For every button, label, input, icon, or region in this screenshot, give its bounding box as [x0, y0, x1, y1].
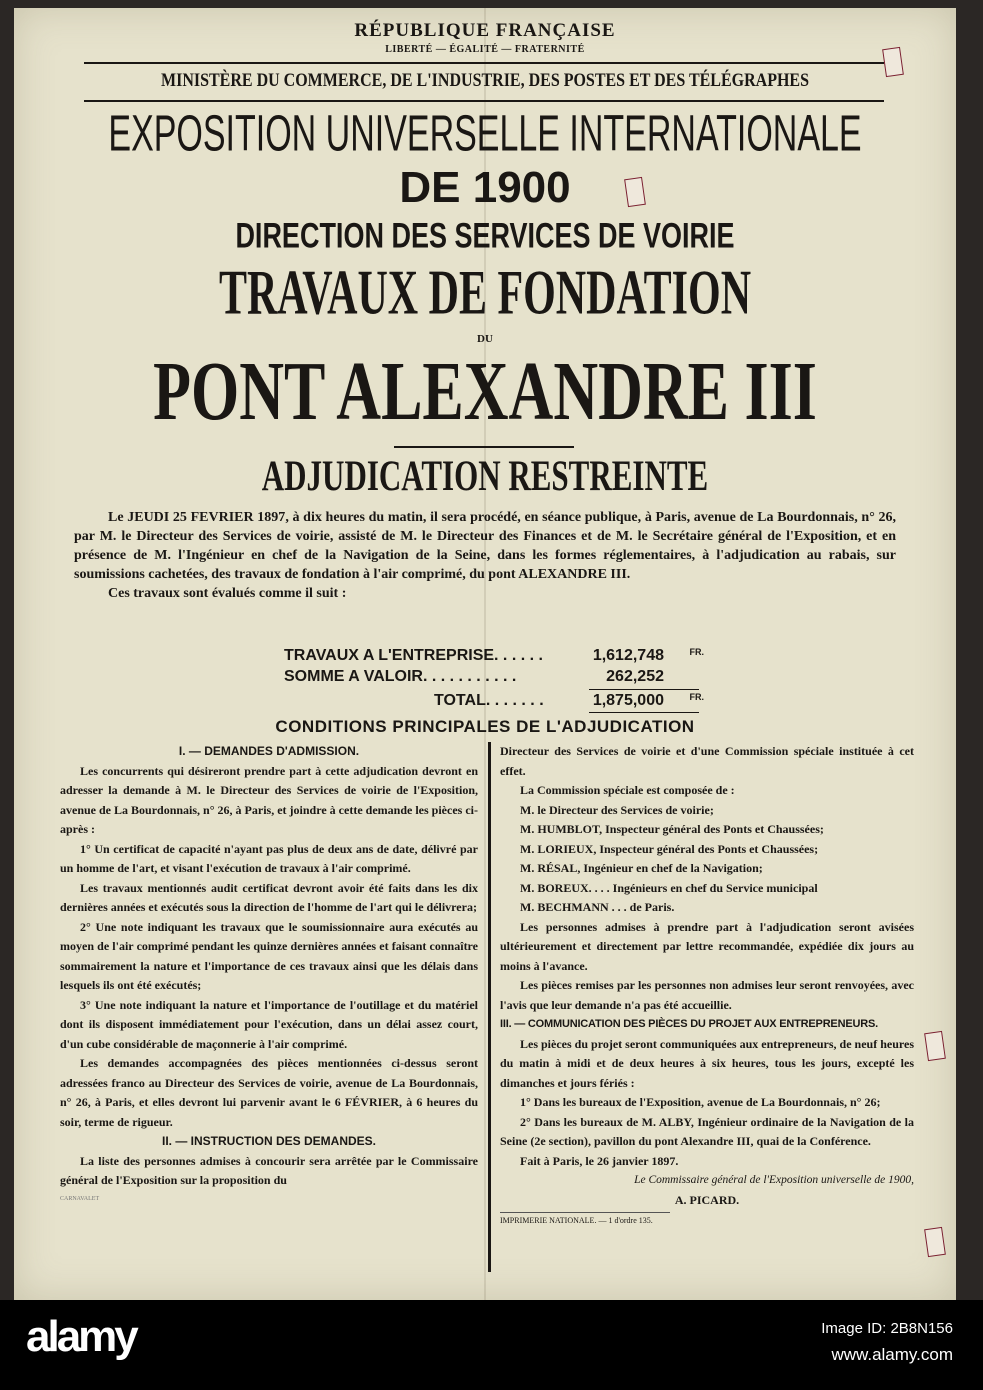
ministry-heading: MINISTÈRE DU COMMERCE, DE L'INDUSTRIE, DES POSTES ET DES TÉLÉGRAPHES: [160, 70, 809, 91]
paragraph: La liste des personnes admises à concourir sera arrêtée par le Commissaire général de l'Exposition sur la proposition du: [60, 1153, 478, 1187]
paragraph: 2° Dans les bureaux de M. ALBY, Ingénieur ordinaire de la Navigation de la Seine (2e section), pavillon du pont Alexandre III, quai de la Conférence.: [500, 1114, 914, 1148]
archive-stamp: [924, 1227, 946, 1257]
image-info: [821, 1316, 953, 1368]
bridge-title: PONT ALEXANDRE III: [153, 346, 817, 438]
total-line: [589, 712, 699, 713]
conditions-heading: CONDITIONS PRINCIPALES DE L'ADJUDICATION: [275, 717, 695, 736]
paragraph: 2° Une note indiquant les travaux que le soumissionnaire aura exécutés au moyen de l'air comprimé pendant les quinze dernières années et faisant connaître sommairement la nature et l'importance de ces travaux ainsi que les délais dans lesquels ils ont été exécutés;: [60, 919, 478, 992]
year-title: DE 1900: [399, 163, 571, 212]
alamy-logo: alamy: [26, 1312, 136, 1361]
evaluation-text: Ces travaux sont évalués comme il suit :: [108, 586, 347, 601]
cost-row: [284, 667, 704, 687]
cost-unit: FR.: [689, 692, 704, 702]
date-line: Fait à Paris, le 26 janvier 1897.: [520, 1153, 679, 1168]
cost-label: TRAVAUX A L'ENTREPRISE. . . . . .: [284, 647, 543, 664]
watermark-bar: [0, 1300, 983, 1390]
paragraph: Directeur des Services de voirie et d'une Commission spéciale instituée à cet effet.: [500, 744, 914, 778]
divider: [84, 100, 884, 102]
ornament-divider: [394, 446, 574, 448]
archive-stamp: [924, 1031, 946, 1061]
commission-member: M. BECHMANN . . . de Paris.: [520, 900, 675, 914]
signature-name: A. PICARD.: [674, 1192, 740, 1207]
cost-value: 1,875,000: [592, 692, 664, 709]
commission-member: M. RÉSAL, Ingénieur en chef de la Navigation;: [520, 861, 763, 875]
paragraph: 1° Dans les bureaux de l'Exposition, avenue de La Bourdonnais, n° 26;: [520, 1095, 881, 1109]
commission-member: M. HUMBLOT, Inspecteur général des Ponts et Chaussées;: [520, 822, 824, 836]
commission-member: M. BOREUX. . . . Ingénieurs en chef du Service municipal: [520, 880, 818, 895]
archive-mark: CARNAVALET: [60, 1195, 100, 1202]
paragraph: Les travaux mentionnés audit certificat devront avoir été faits dans les dix dernières années et exécutés sous la direction de l'homme de l'art qui le délivrera;: [60, 880, 478, 914]
paragraph: Les concurrents qui désireront prendre part à cette adjudication devront en adresser la demande à M. le Directeur des Services de voirie de l'Exposition, avenue de La Bourdonnais, n° 26, à Paris, et joindre à cette demande les pièces ci-après :: [60, 763, 478, 836]
column-divider: [488, 742, 491, 1272]
section-title: III. — COMMUNICATION DES PIÈCES DU PROJET AUX ENTREPRENEURS.: [500, 1018, 878, 1030]
commission-member: M. le Directeur des Services de voirie;: [520, 802, 714, 817]
cost-value: 262,252: [606, 668, 664, 685]
paragraph: La Commission spéciale est composée de :: [520, 783, 735, 797]
motto: LIBERTÉ — ÉGALITÉ — FRATERNITÉ: [385, 44, 585, 55]
adjudication-title: ADJUDICATION RESTREINTE: [261, 450, 709, 500]
paragraph: 3° Une note indiquant la nature et l'importance de l'outillage et du matériel dont ils disposent immédiatement pour l'exécution, dans un délai assez court, d'un cube considérable de maçonnerie à l'air comprimé.: [60, 997, 478, 1051]
intro-paragraph: [74, 508, 896, 603]
paragraph: Les pièces remises par les personnes non admises leur seront renvoyées, avec l'avis que leur demande n'a pas été accueillie.: [500, 978, 914, 1012]
cost-row-total: [284, 691, 704, 711]
direction-title: DIRECTION DES SERVICES DE VOIRIE: [235, 216, 735, 256]
cost-label: SOMME A VALOIR. . . . . . . . . . .: [284, 668, 517, 685]
republic-heading: RÉPUBLIQUE FRANÇAISE: [354, 20, 616, 41]
paragraph: Les demandes accompagnées des pièces mentionnées ci-dessus seront adressées franco au Directeur des Services de voirie, avenue de La Bourdonnais, n° 26, à Paris, et elles devront lui parvenir avant le 6 FÉVRIER, à 6 heures du soir, terme de rigueur.: [60, 1056, 478, 1129]
divider: [84, 62, 884, 64]
section-title: II. — INSTRUCTION DES DEMANDES.: [161, 1134, 376, 1148]
cost-row: [284, 646, 704, 666]
cost-value: 1,612,748: [592, 647, 664, 664]
cost-unit: FR.: [689, 647, 704, 657]
commission-member: M. LORIEUX, Inspecteur général des Ponts et Chaussées;: [520, 841, 819, 856]
right-column: [500, 742, 914, 1226]
image-id: Image ID: 2B8N156: [821, 1320, 953, 1337]
exposition-title: EXPOSITION UNIVERSELLE INTERNATIONALE: [108, 105, 862, 163]
paragraph: 1° Un certificat de capacité n'ayant pas plus de deux ans de date, délivré par un homme de l'art, et visant l'exécution de travaux à l'air comprimé.: [60, 841, 478, 875]
site-url: www.alamy.com: [831, 1345, 953, 1364]
auction-date: Le JEUDI 25 FEVRIER 1897: [108, 510, 286, 525]
printer-imprint: IMPRIMERIE NATIONALE. — 1 d'ordre 135.: [500, 1212, 670, 1226]
intro-text: , à dix heures du matin, il sera procédé, en séance publique, à Paris, avenue de La Bourdonnais, n° 26, par M. le Directeur des Services de voirie, assisté de M. le Directeur des Finances et de M. le Secrétaire général de l'Exposition, et en présence de M. l'Ingénieur en chef de la Navigation de la Seine, dans les formes réglementaires, à l'adjudication au rabais, sur soumissions cachetées, des travaux de fondation à l'air comprimé, du pont ALEXANDRE III.: [74, 510, 896, 582]
paragraph: Les personnes admises à prendre part à l'adjudication seront avisées ultérieurement et directement par lettre recommandée, expédiée dix jours au moins à l'avance.: [500, 919, 914, 973]
du-label: DU: [477, 333, 493, 345]
paragraph: Les pièces du projet seront communiquées aux entrepreneurs, de neuf heures du matin à midi et de deux heures à six heures, tous les jours, excepté les dimanches et jours fériés :: [500, 1036, 914, 1090]
cost-label: TOTAL. . . . . . .: [434, 692, 544, 709]
signature-title: Le Commissaire général de l'Exposition universelle de 1900,: [634, 1174, 914, 1186]
section-title: I. — DEMANDES D'ADMISSION.: [178, 744, 360, 758]
left-column: [60, 742, 478, 1204]
sum-line: [589, 689, 699, 690]
poster: [14, 8, 956, 1300]
works-title: TRAVAUX DE FONDATION: [218, 259, 752, 329]
